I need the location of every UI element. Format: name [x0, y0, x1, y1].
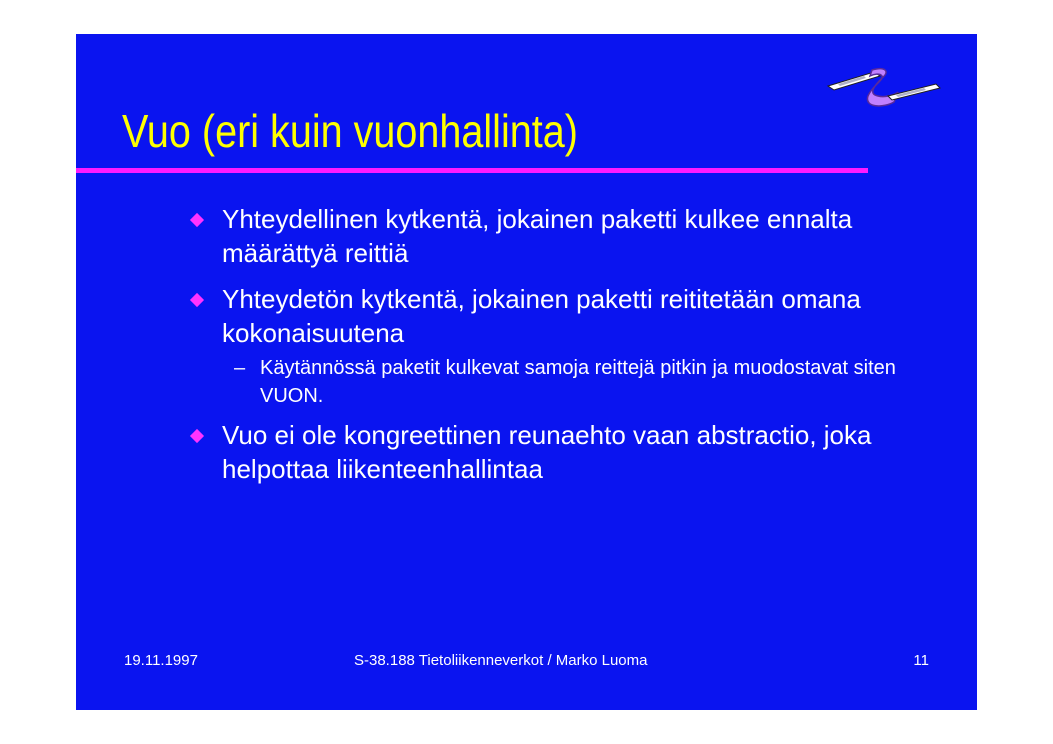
sub-bullet-item — [180, 354, 960, 410]
dash-marker: – — [234, 357, 246, 379]
slide — [76, 34, 977, 710]
slide-title: Vuo (eri kuin vuonhallinta) — [122, 105, 578, 157]
sub-bullet-text: Käytännössä paketit kulkevat samoja reittejä pitkin ja muodostavat siten VUON. — [260, 357, 896, 407]
bullet-item — [180, 418, 960, 486]
footer-date: 19.11.1997 — [124, 652, 198, 669]
footer-page-number: 11 — [913, 652, 929, 669]
bullet-list — [180, 202, 960, 498]
bullet-text: Yhteydellinen kytkentä, jokainen paketti kulkee ennalta määrättyä reittiä — [222, 204, 853, 268]
diamond-bullet-icon — [190, 213, 204, 227]
bullet-item — [180, 282, 960, 350]
title-underline — [76, 168, 868, 173]
diamond-bullet-icon — [190, 293, 204, 307]
bullet-text: Yhteydetön kytkentä, jokainen paketti reititetään omana kokonaisuutena — [222, 284, 861, 348]
diamond-bullet-icon — [190, 429, 204, 443]
stylized-z-logo-icon — [824, 64, 944, 112]
footer-course: S-38.188 Tietoliikenneverkot / Marko Luoma — [354, 652, 648, 669]
bullet-item — [180, 202, 960, 270]
bullet-text: Vuo ei ole kongreettinen reunaehto vaan abstractio, joka helpottaa liikenteenhallintaa — [222, 420, 872, 484]
